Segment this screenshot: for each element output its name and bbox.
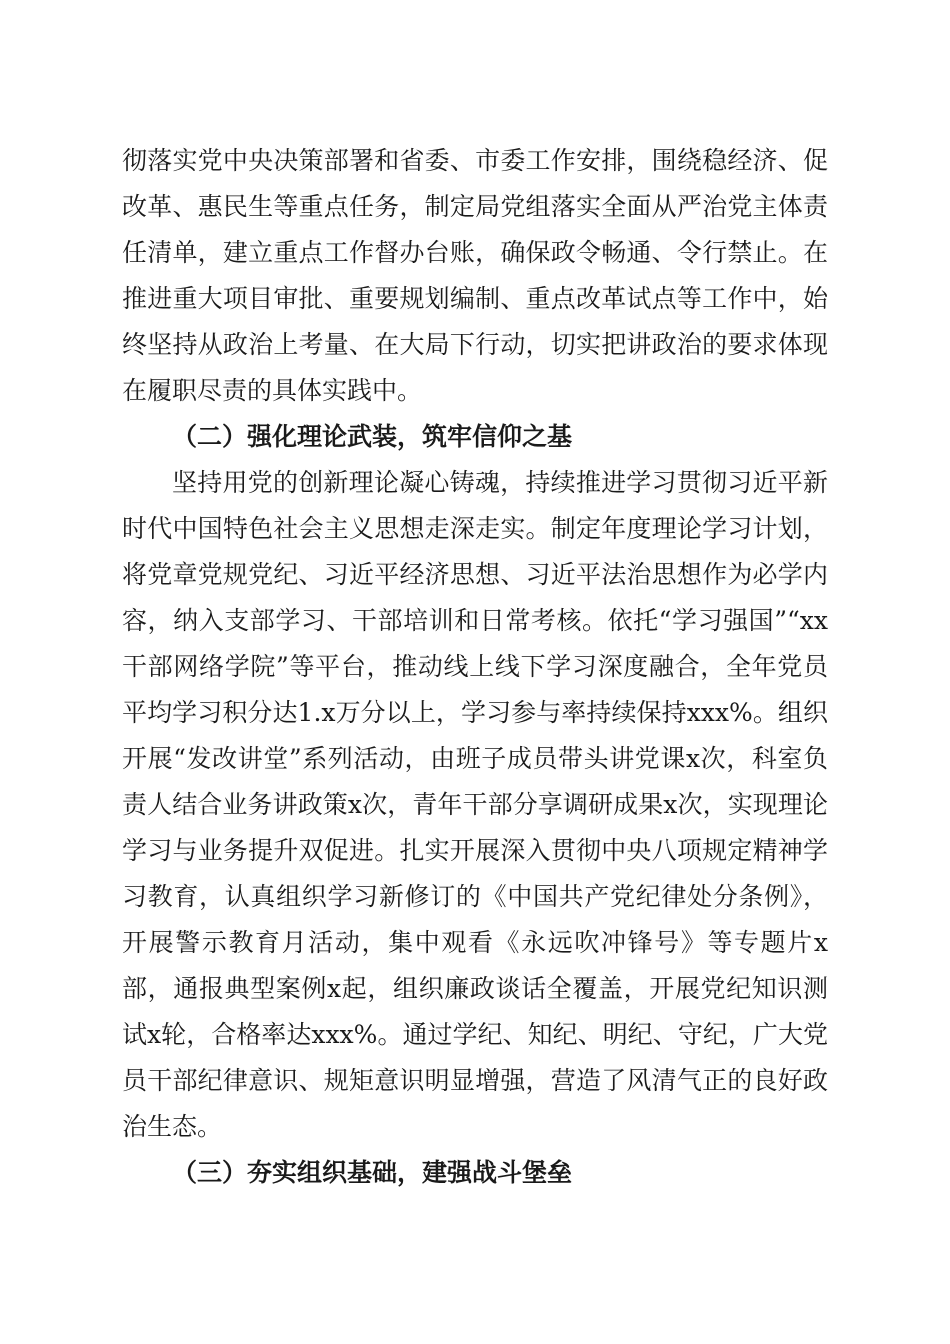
paragraph-theory-study: 坚持用党的创新理论凝心铸魂，持续推进学习贯彻习近平新时代中国特色社会主义思想走深走实。制定年度理论学习计划，将党章党规党纪、习近平经济思想、习近平法治思想作为必学内容，纳入支部学习、干部培训和日常考核。依托“学习强国”“xx干部网络学院”等平台，推动线上线下学习深度融合，全年党员平均学习积分达1.x万分以上，学习参与率持续保持xxx%。组织开展“发改讲堂”系列活动，由班子成员带头讲党课x次，科室负责人结合业务讲政策x次，青年干部分享调研成果x次，实现理论学习与业务提升双促进。扎实开展深入贯彻中央八项规定精神学习教育，认真组织学习新修订的《中国共产党纪律处分条例》，开展警示教育月活动，集中观看《永远吹冲锋号》等专题片x部，通报典型案例x起，组织廉政谈话全覆盖，开展党纪知识测试x轮，合格率达xxx%。通过学纪、知纪、明纪、守纪，广大党员干部纪律意识、规矩意识明显增强，营造了风清气正的良好政治生态。 <box>122 468 828 1141</box>
section-heading-3: （三）夯实组织基础，建强战斗堡垒 <box>172 1158 573 1187</box>
section-heading-2: （二）强化理论武装，筑牢信仰之基 <box>172 422 573 451</box>
paragraph-continued: 彻落实党中央决策部署和省委、市委工作安排，围绕稳经济、促改革、惠民生等重点任务，制定局党组落实全面从严治党主体责任清单，建立重点工作督办台账，确保政令畅通、令行禁止。在推进重大项目审批、重要规划编制、重点改革试点等工作中，始终坚持从政治上考量、在大局下行动，切实把讲政治的要求体现在履职尽责的具体实践中。 <box>122 146 828 405</box>
document-body <box>122 138 828 1196</box>
